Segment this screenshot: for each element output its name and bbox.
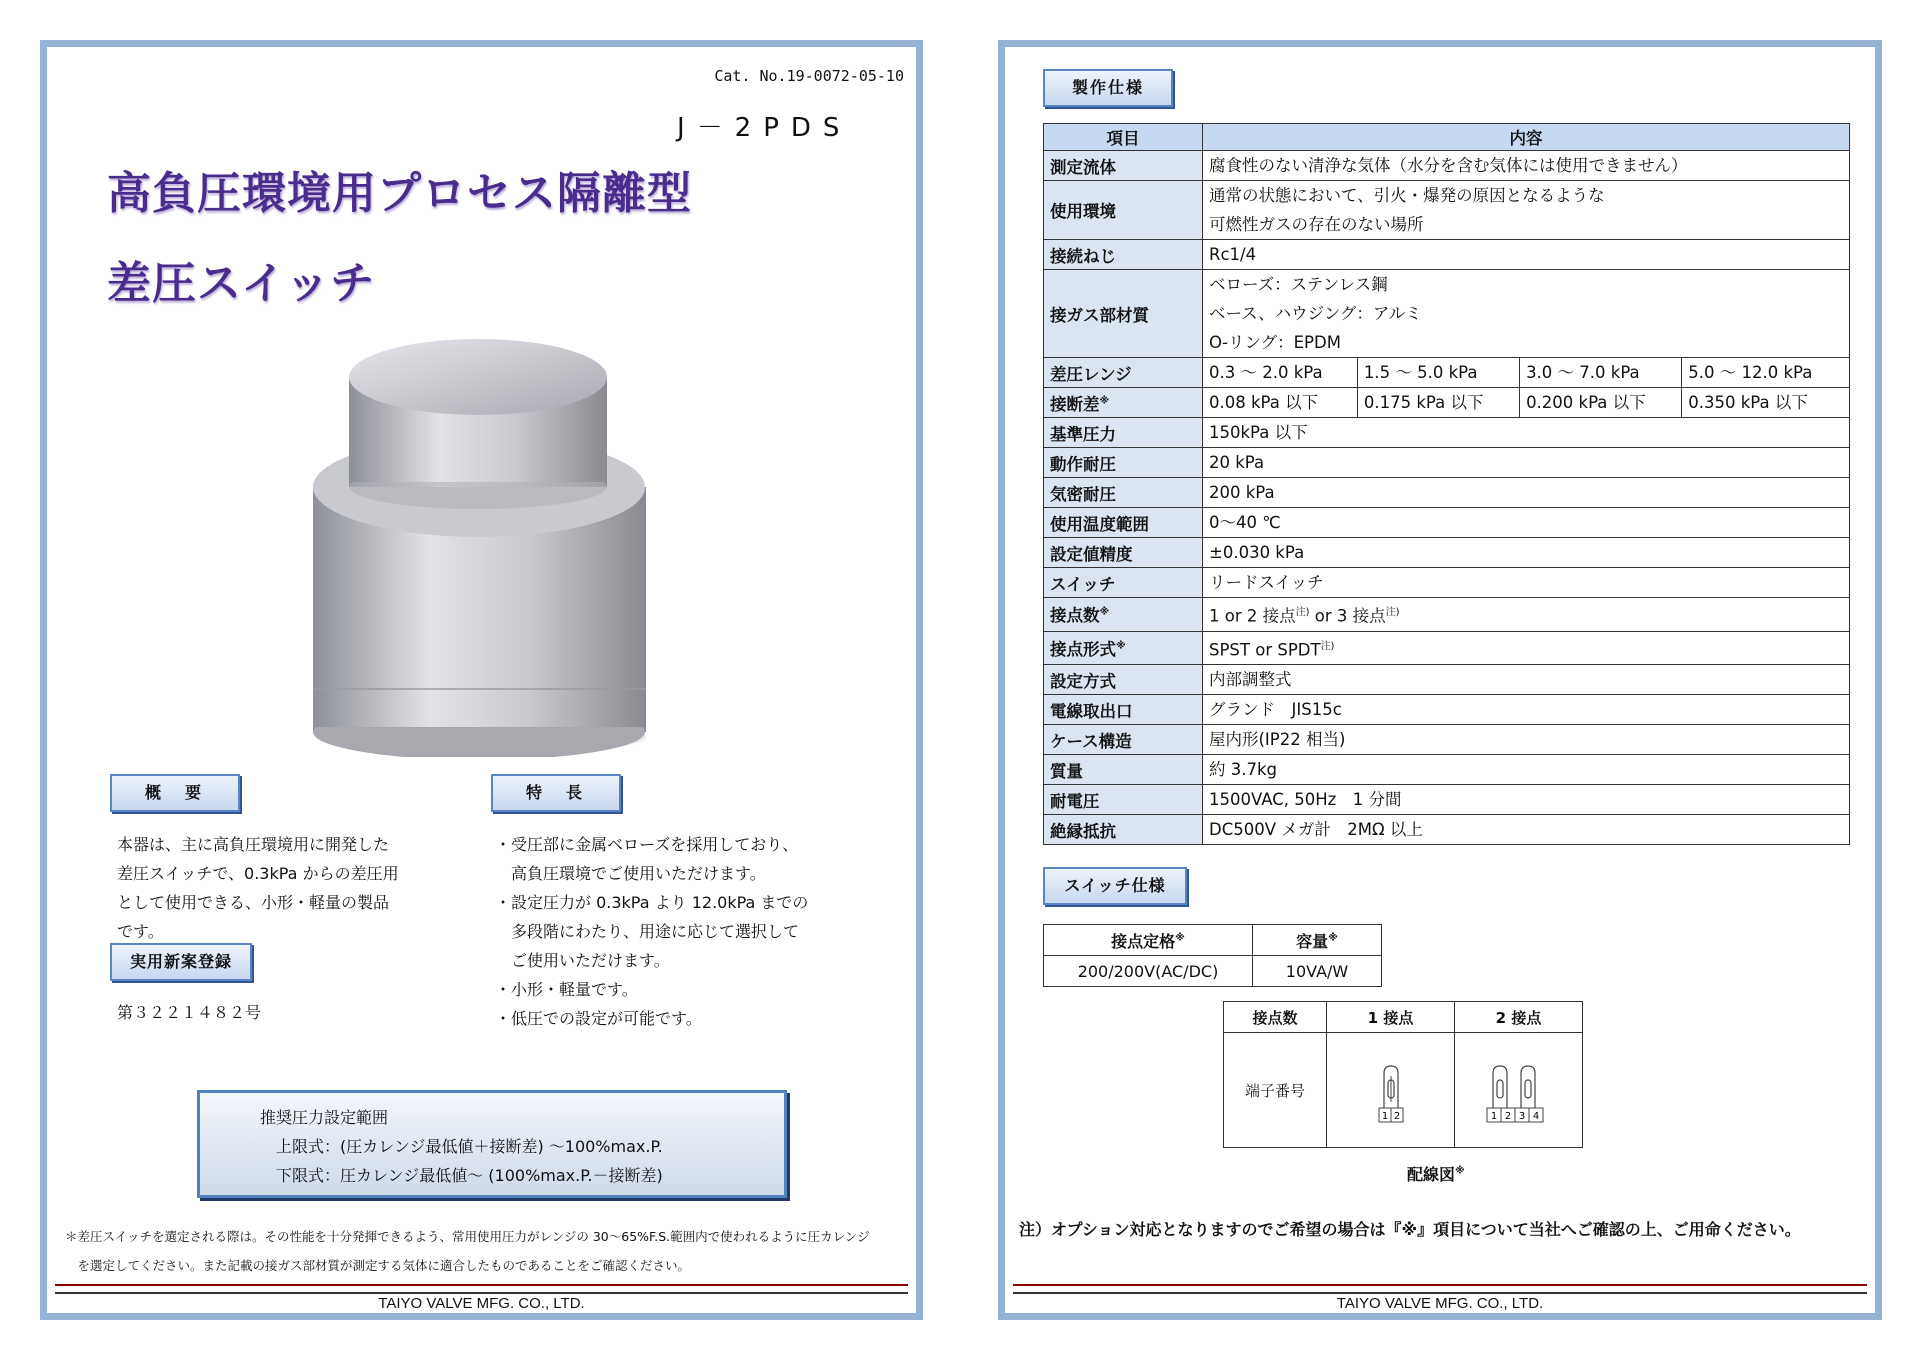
model-number: J－2PDS [677,113,852,143]
footer-divider [55,1284,908,1294]
option-mark: ※ [1116,640,1126,652]
switch-header-capacity: 容量 [1296,931,1329,951]
note-mark: 注) [1295,607,1310,618]
company-footer: TAIYO VALVE MFG. CO., LTD. [378,1295,585,1312]
spec-row [1044,478,1850,508]
contact-count-a: 1 or 2 接点 [1209,606,1296,626]
catalog-number: Cat. No.19-0072-05-10 [714,67,904,85]
differential-cell: 0.350 kPa 以下 [1682,388,1850,418]
feature-item: ・受圧部に金属ベローズを採用しており、 [495,835,799,854]
range-cell: 1.5 ～ 5.0 kPa [1357,358,1519,388]
switch-header-capacity-cell [1253,925,1382,956]
catalog-page-left [40,40,923,1320]
spec-value-line: 通常の状態において、引火・爆発の原因となるような [1209,186,1605,205]
spec-value [1203,270,1850,358]
features-list [495,830,808,1033]
switch-value-row [1044,956,1382,987]
spec-value: 1500VAC, 50Hz 1 分間 [1203,785,1850,815]
wiring-2-contact [1455,1033,1583,1148]
overview-line: 本器は、主に高負圧環境用に開発した [117,835,390,854]
spec-value-line: O‐リング：EPDM [1209,333,1341,352]
spec-value [1203,181,1850,240]
spec-value-line: 可燃性ガスの存在のない場所 [1209,215,1424,234]
wiring-1-contact [1327,1033,1455,1148]
overview-text [117,830,399,946]
wiring-caption-wrap [1407,1162,1465,1185]
spec-key: 動作耐圧 [1044,448,1203,478]
feature-item: ・設定圧力が 0.3kPa より 12.0kPa までの [495,893,809,912]
spec-key: 接点形式 [1050,639,1116,659]
overview-tag: 概 要 [110,774,240,812]
wiring-header: 1 接点 [1327,1002,1455,1033]
spec-key: 使用環境 [1044,181,1203,240]
spec-row [1044,785,1850,815]
feature-item: ・低圧での設定が可能です。 [495,1009,702,1028]
range-cell: 3.0 ～ 7.0 kPa [1520,358,1682,388]
switch-spec-tag: スイッチ仕様 [1043,867,1187,905]
footer-divider [1013,1284,1867,1294]
spec-row [1044,725,1850,755]
spec-key: 設定値精度 [1044,538,1203,568]
range-upper: 上限式：(圧カレンジ最低値＋接断差) ～100%max.P. [276,1137,663,1156]
spec-row [1044,815,1850,845]
spec-row [1044,631,1850,665]
spec-value: 150kPa 以下 [1203,418,1850,448]
recommended-range-box [197,1090,787,1198]
spec-row [1044,665,1850,695]
spec-key: 電線取出口 [1044,695,1203,725]
utility-model-tag: 実用新案登録 [110,943,252,981]
spec-key: 差圧レンジ [1044,358,1203,388]
note-mark: 注) [1320,640,1335,652]
spec-key: 使用温度範囲 [1044,508,1203,538]
differential-cell: 0.200 kPa 以下 [1520,388,1682,418]
spec-row [1044,448,1850,478]
spec-key: 接続ねじ [1044,240,1203,270]
wiring-diagram-row [1224,1033,1583,1148]
spec-table [1043,123,1850,845]
spec-value: 200 kPa [1203,478,1850,508]
catalog-page-right [998,40,1882,1320]
spec-row [1044,151,1850,181]
range-title: 推奨圧力設定範囲 [260,1108,389,1127]
terminal-number: 4 [1532,1111,1539,1122]
spec-header-content: 内容 [1203,124,1850,151]
spec-row [1044,270,1850,358]
spec-key-cell [1044,631,1203,665]
spec-tag: 製作仕様 [1043,69,1173,107]
terminal-number: 1 [1381,1111,1388,1122]
contact-count-b: or 3 接点 [1309,606,1386,626]
overview-line: 差圧スイッチで、0.3kPa からの差圧用 [117,864,399,883]
option-mark: ※ [1175,932,1185,944]
range-cell: 5.0 ～ 12.0 kPa [1682,358,1850,388]
spec-header-item: 項目 [1044,124,1203,151]
feature-item: ご使用いただけます。 [495,951,670,970]
product-title-line2: 差圧スイッチ [107,258,376,309]
spec-value: DC500V メガ計 2MΩ 以上 [1203,815,1850,845]
differential-cell: 0.175 kPa 以下 [1357,388,1519,418]
spec-value: 約 3.7kg [1203,755,1850,785]
spec-key: 耐電圧 [1044,785,1203,815]
terminal-number: 1 [1490,1111,1497,1122]
spec-row [1044,538,1850,568]
spec-key-cell [1044,388,1203,418]
spec-row [1044,418,1850,448]
differential-cell: 0.08 kPa 以下 [1203,388,1358,418]
wiring-header-row [1224,1002,1583,1033]
company-footer: TAIYO VALVE MFG. CO., LTD. [1336,1295,1544,1312]
spec-row [1044,358,1850,388]
range-cell: 0.3 ～ 2.0 kPa [1203,358,1358,388]
selection-note-line1: ＊差圧スイッチを選定される際は。その性能を十分発揮できるよう、常用使用圧力がレンジの 30～65%F.S.範囲内で使われるように圧カレンジ [65,1229,870,1244]
spec-key: 絶縁抵抗 [1044,815,1203,845]
option-note: 注）オプション対応となりますのでご希望の場合は『※』項目について当社へご確認の上、ご用命ください。 [1019,1220,1801,1239]
overview-line: として使用できる、小形・軽量の製品 [117,893,390,912]
wiring-diagram-2-contact [1479,1048,1559,1128]
switch-header-row [1044,925,1382,956]
spec-value-line: ベース、ハウジング：アルミ [1209,304,1422,323]
spec-value [1203,598,1850,632]
spec-key: ケース構造 [1044,725,1203,755]
contact-form: SPST or SPDT [1209,640,1321,659]
spec-value-line: ベローズ：ステンレス鋼 [1209,275,1388,294]
option-mark: ※ [1455,1165,1465,1177]
feature-item: 高負圧環境でご使用いただけます。 [495,864,766,883]
spec-value: ±0.030 kPa [1203,538,1850,568]
wiring-caption: 配線図 [1407,1165,1456,1184]
spec-value: 0～40 ℃ [1203,508,1850,538]
spec-row [1044,388,1850,418]
wiring-header: 2 接点 [1455,1002,1583,1033]
terminal-number: 3 [1518,1111,1525,1122]
spec-row [1044,755,1850,785]
spec-value: 内部調整式 [1203,665,1850,695]
range-lower: 下限式：圧カレンジ最低値～ (100%max.P.－接断差) [276,1166,663,1185]
spec-row [1044,598,1850,632]
product-title-line1: 高負圧環境用プロセス隔離型 [107,168,692,219]
terminal-number: 2 [1504,1111,1511,1122]
spec-row [1044,508,1850,538]
spec-value: Rc1/4 [1203,240,1850,270]
spec-key: 接断差 [1050,394,1100,414]
spec-row [1044,695,1850,725]
spec-key: 質量 [1044,755,1203,785]
note-mark: 注) [1385,607,1400,618]
wiring-header: 接点数 [1224,1002,1327,1033]
wiring-diagram-1-contact [1361,1048,1421,1128]
spec-header-row [1044,124,1850,151]
spec-key: スイッチ [1044,568,1203,598]
features-tag: 特 長 [491,774,621,812]
feature-item: 多段階にわたり、用途に応じて選択して [495,922,800,941]
utility-model-number: 第３２２１４８２号 [117,1003,262,1022]
spec-value: 腐食性のない清浄な気体（水分を含む気体には使用できません） [1203,151,1850,181]
option-mark: ※ [1099,395,1110,406]
option-mark: ※ [1099,606,1110,618]
spec-key: 設定方式 [1044,665,1203,695]
spec-row [1044,240,1850,270]
wiring-table [1223,1001,1583,1148]
spec-key-cell [1044,598,1203,632]
spec-value: グランド JIS15c [1203,695,1850,725]
spec-value: リードスイッチ [1203,568,1850,598]
spec-row [1044,568,1850,598]
terminal-label: 端子番号 [1224,1033,1327,1148]
switch-header-rating: 接点定格 [1111,931,1176,951]
spec-key: 接点数 [1050,606,1100,626]
switch-spec-table [1043,924,1382,987]
spec-value [1203,631,1850,665]
spec-key: 基準圧力 [1044,418,1203,448]
spec-key: 気密耐圧 [1044,478,1203,508]
spec-key: 測定流体 [1044,151,1203,181]
spec-value: 屋内形(IP22 相当) [1203,725,1850,755]
terminal-number: 2 [1393,1111,1400,1122]
switch-header-rating-cell [1044,925,1253,956]
switch-rating-value: 200/200V(AC/DC) [1044,956,1253,987]
spec-row [1044,181,1850,240]
selection-note-line2: を選定してください。また記載の接ガス部材質が測定する気体に適合したものであることをご確認ください。 [65,1258,691,1273]
product-photo [311,337,651,757]
option-mark: ※ [1328,932,1338,944]
spec-value: 20 kPa [1203,448,1850,478]
switch-capacity-value: 10VA/W [1253,956,1382,987]
feature-item: ・小形・軽量です。 [495,980,638,999]
overview-line: です。 [117,922,164,941]
spec-key: 接ガス部材質 [1044,270,1203,358]
